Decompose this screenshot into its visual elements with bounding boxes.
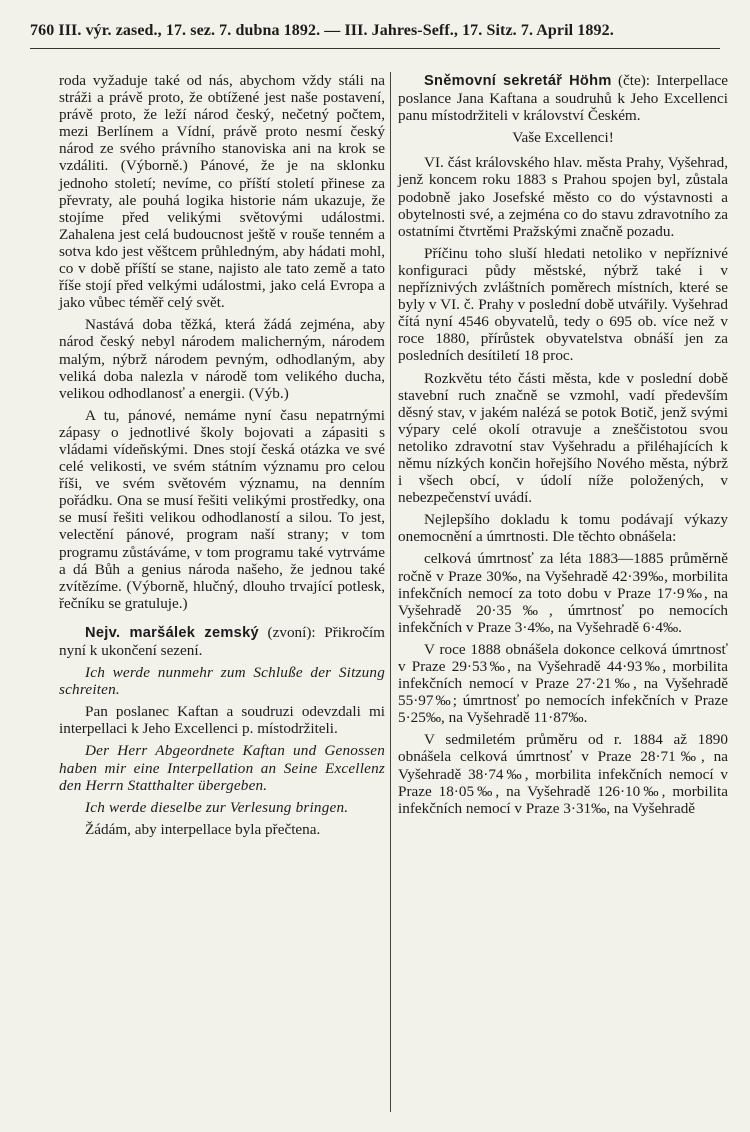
paragraph: V roce 1888 obnášela dokonce celková úmrtnosť v Praze 29·53‰, na Vyšehradě 44·93‰, morbilita infekčních nemocí v Praze 27·21‰, na Vyšehradě 55·97‰; úmrtnosť po nemocích infekčních v Praze 5·25‰, na Vyšehradě 11·87‰.	[398, 640, 728, 727]
header-rule	[30, 48, 720, 49]
paragraph: Žádám, aby interpellace byla přečtena.	[85, 820, 321, 838]
speaker-name: Nejv. maršálek zemský	[85, 624, 259, 641]
paragraph: celková úmrtnosť za léta 1883—1885 průměrně ročně v Praze 30‰, na Vyšehradě 42·39‰, morbilita infekčních nemocí za toto dobu v Praze 17·9‰, na Vyšehradě 20·35‰, úmrtnosť po nemocích infekčních v Praze 3·4‰, na Vyšehradě 6·4‰.	[398, 550, 728, 636]
right-column	[398, 72, 728, 822]
paragraph: V sedmiletém průměru od r. 1884 až 1890 obnášela celková úmrtnosť v Praze 28·71‰, na Vyšehradě 38·74‰, morbilita infekčních nemocí v Praze 18·05‰, na Vyšehradě 126·10‰, morbilita infekčních nemocí v Praze 3·31‰, na Vyšehradě	[398, 731, 728, 817]
paragraph: roda vyžaduje také od nás, abychom vždy stáli na stráži a právě proto, že obtížené jest naše postavení, právě proto, že leží národ český, nečetný počtem, mezi Berlínem a Vídní, právě proto nesmí český národ ze svého právního stanoviska ani na krok se vzdáliti. (Výborně.) Pánové, že je na sklonku jednoho století; nevíme, co příští století přinese za převraty, ale pouhá logika historie nám ukazuje, že stojíme před velikými světovými událostmi. Zahalena jest celá budoucnost ještě v rouše tenném a sotva kdo jest věštcem průhledným, aby hádati mohl, co v době příští se stane, najisto ale tato země a tato říše stojí před velkými událostmi, jako celá Evropa a jako vůbec téměř celý svět.	[59, 72, 385, 312]
column-divider	[390, 72, 391, 1112]
speech-text: (zvoní): Přikročím nyní k ukončení sezení.	[59, 623, 385, 659]
paragraph-german: Der Herr Abgeordnete Kaftan und Genossen haben mir eine Interpellation an Seine Excellenz den Herrn Statthalter übergeben.	[59, 742, 385, 794]
paragraph: A tu, pánové, nemáme nyní času nepatrnými zápasy o jednotlivé školy bojovati a zápasiti s vládami vídeňskými. Dnes stojí česká otázka ve své celé velikosti, ve svém státním významu pro celou říši, ve svém světovém významu, na denním pořádku. Ona se musí řešiti velikými prostředky, ona se musí řešiti velikou odhodlaností a silou. To jest, velectění pánové, program naší strany; v tom programu zůstáváme, v tom programu také vytrváme a dá Bůh a genius národa našeho, že jednou také zvítězíme. (Výborně, hlučný, dlouho trvající potlesk, řečníku se gratuluje.)	[59, 406, 385, 612]
paragraph-german: Ich werde nunmehr zum Schluße der Sitzung schreiten.	[59, 664, 385, 699]
paragraph: Rozkvětu této části města, kde v poslední době stavební ruch značně se vzmohl, vadí především děsný stav, v jakém nalézá se potok Botič, jenž svými výpary celé okolí otravuje a zneščistotou svou netoliko zdravotní stav Vyšehradu a přiléhajících k němu nízkých končin hořejšího Nového města, nýbrž i všech obcí, v údolí níže položených, v nebezpečenství uvádí.	[398, 369, 728, 507]
paragraph: Příčinu toho sluší hledati netoliko v nepříznivé konfiguraci půdy městské, nýbrž také i v nepříznivých zvláštních poměrech místních, které se byly v VI. č. Prahy v poslední době utvářily. Vyšehrad čítá nyní 4546 obyvatelů, tedy o 695 ob. více než v roce 1880, přírůstek obyvatelstva obnáší jen za posledních desítiletí 18 proc.	[398, 244, 728, 365]
paragraph: Nejlepšího dokladu k tomu podávají výkazy onemocnění a úmrtnosti. Dle těchto obnášela:	[398, 511, 728, 546]
salutation: Vaše Excellenci!	[512, 129, 614, 147]
paragraph: Nastává doba těžká, která žádá zejména, aby národ český nebyl národem malicherným, národem malým, nýbrž národem pevným, odhodlaným, aby veliká doba nalezla v národě tom velikého ducha, velikou odhodlanosť a energii. (Výb.)	[59, 316, 385, 402]
page-header: 760 III. výr. zased., 17. sez. 7. dubna 1892. — III. Jahres-Seff., 17. Sitz. 7. April 1892.	[30, 22, 614, 39]
speech-text: (čte): Interpellace poslance Jana Kaftana a soudruhů k Jeho Excellenci panu místodržiteli v království Českém.	[398, 72, 729, 125]
paragraph: Pan poslanec Kaftan a soudruzi odevzdali mi interpellaci k Jeho Excellenci p. místodržiteli.	[59, 703, 385, 738]
paragraph-german: Ich werde dieselbe zur Verlesung bringen.	[85, 798, 349, 816]
speaker-paragraph	[59, 624, 385, 659]
speaker-name: Sněmovní sekretář Höhm	[424, 73, 612, 89]
left-column	[59, 72, 385, 843]
paragraph: VI. část královského hlav. města Prahy, Vyšehrad, jenž koncem roku 1883 s Prahou spojen byl, zůstala podobně jako Josefské město co do výstavnosti a obytelnosti své, a zejména co do stavu zdravotního za ostatními čtvrtěmi Pražskými značně pozadu.	[398, 154, 728, 240]
speaker-paragraph	[398, 72, 728, 124]
